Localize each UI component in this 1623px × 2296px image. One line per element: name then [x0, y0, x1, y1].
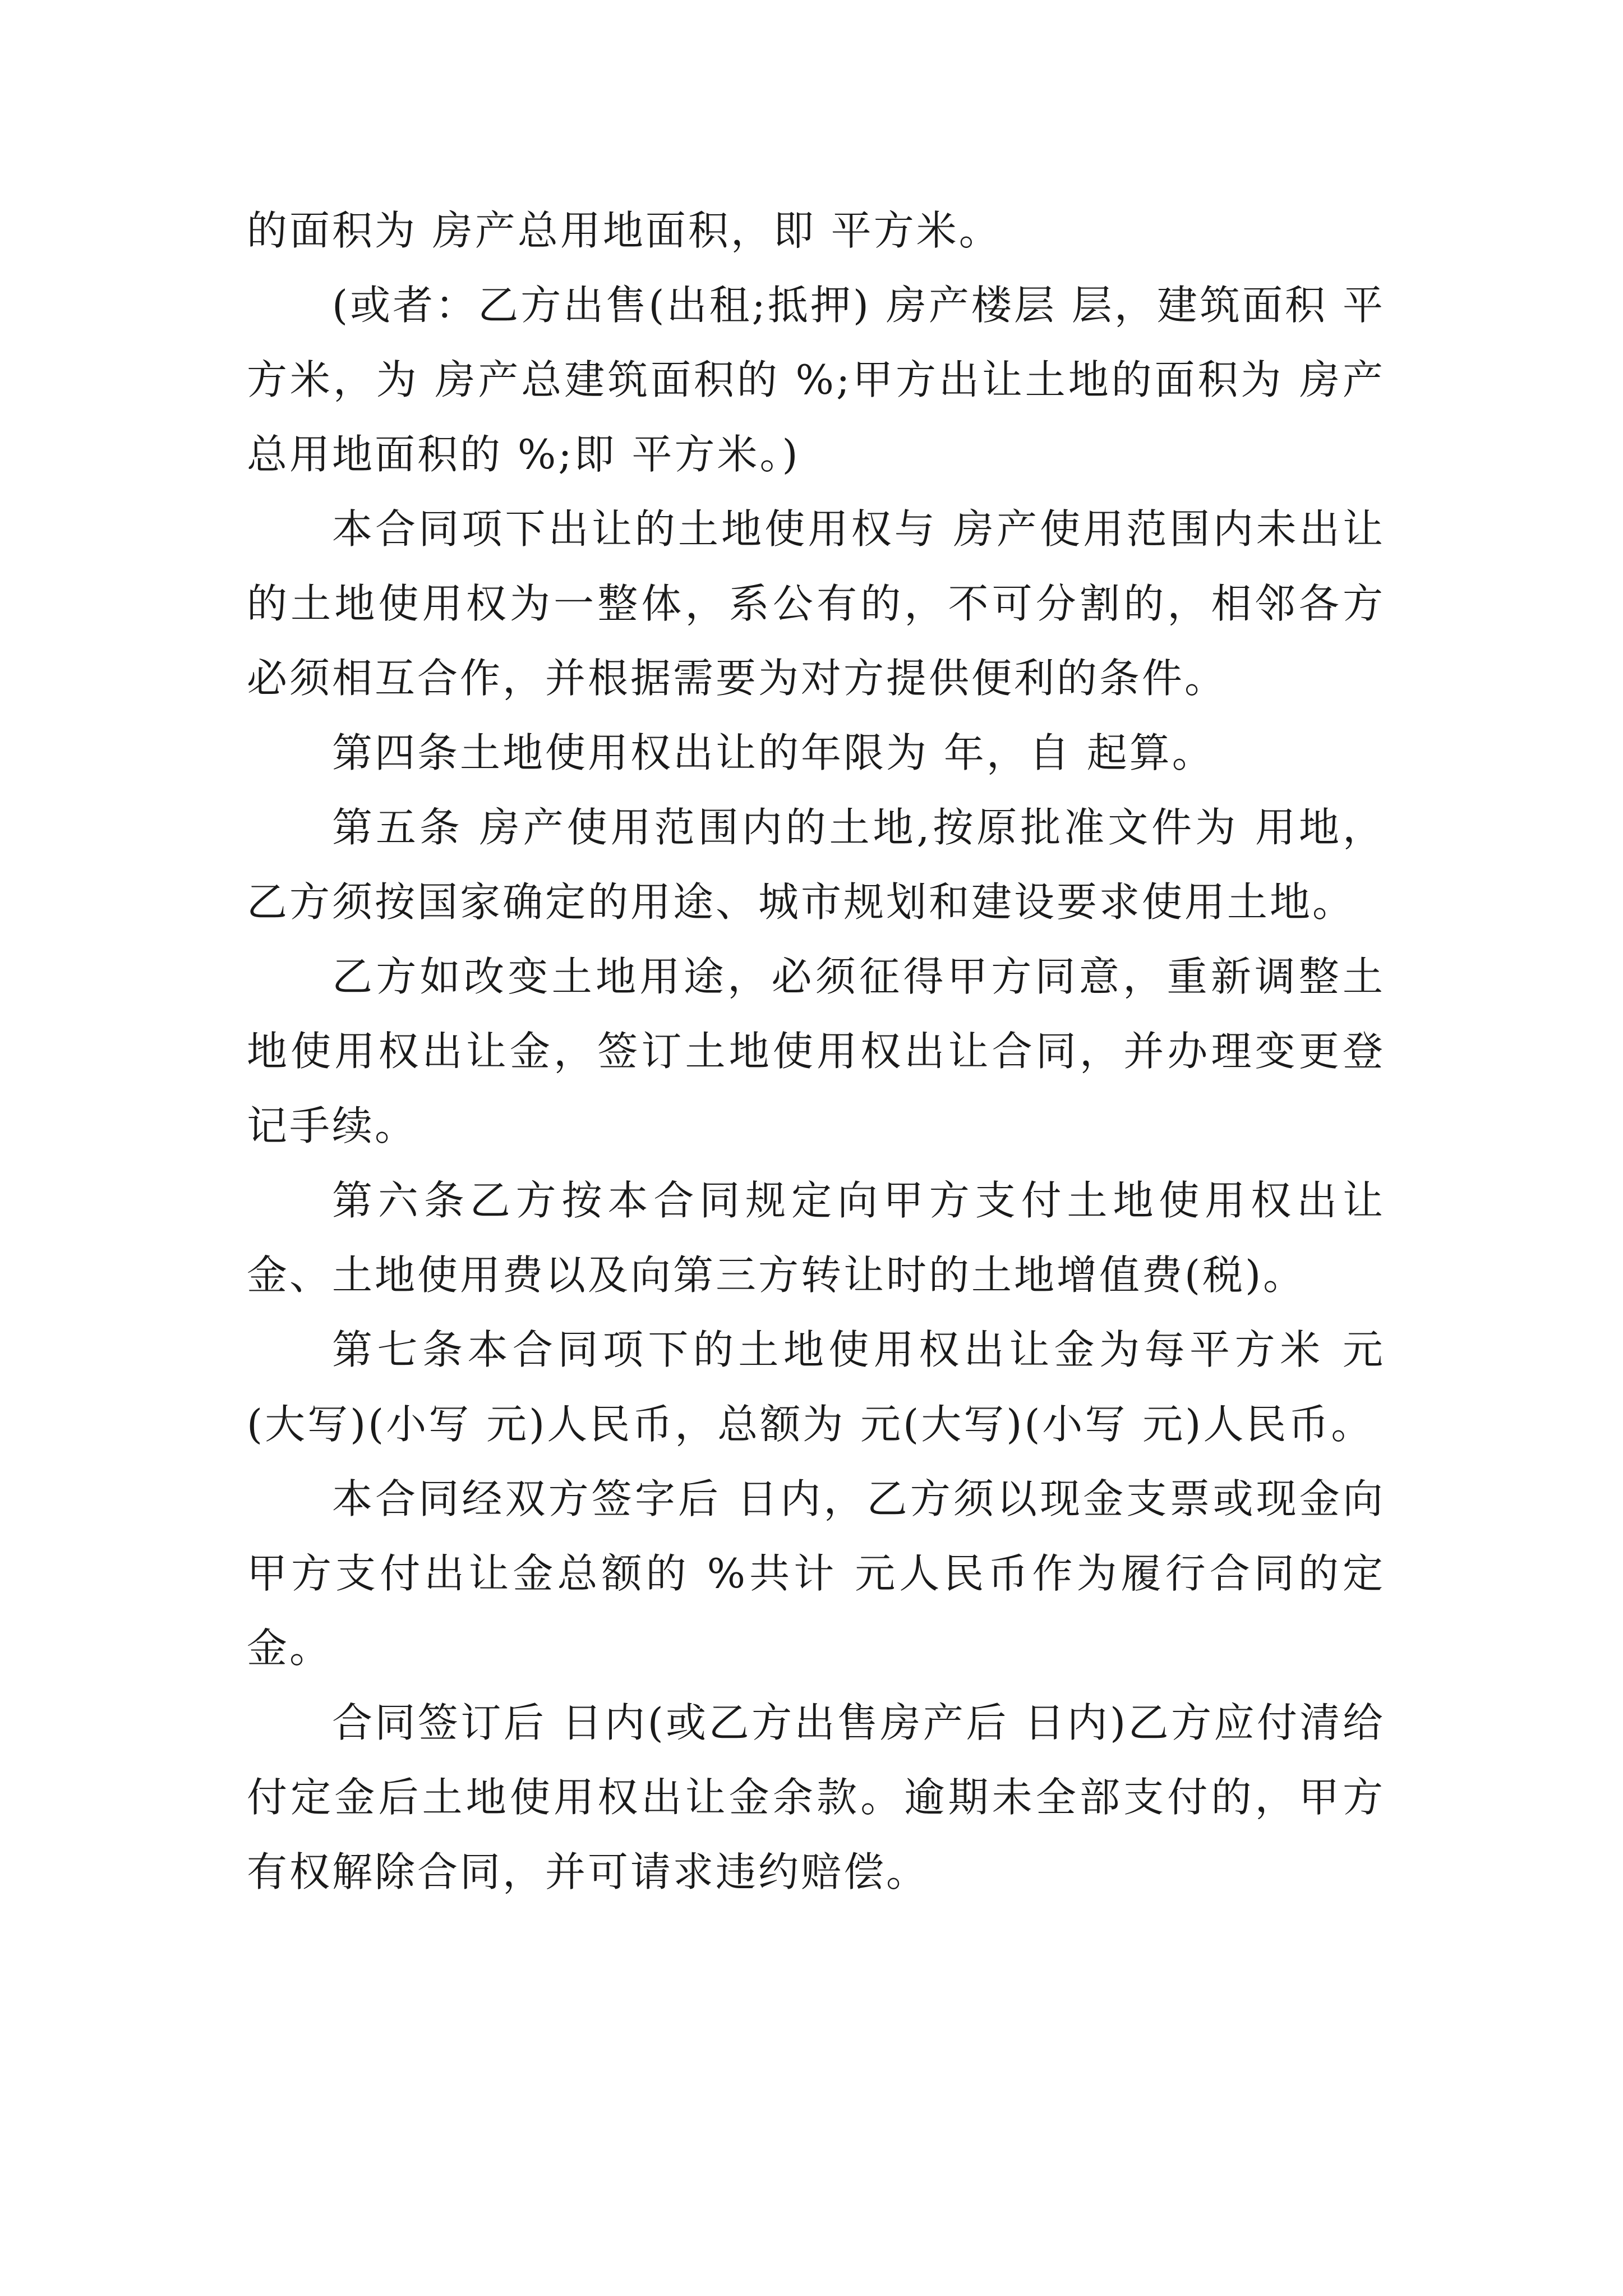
paragraph-1: 的面积为 房产总用地面积，即 平方米。 [247, 207, 1002, 254]
contract-text [247, 194, 1385, 1910]
paragraph-10: 合同签订后 日内(或乙方出售房产后 日内)乙方应付清给付定金后土地使用权出让金余款。逾期未全部支付的，甲方有权解除合同，并可请求违约赔偿。 [247, 1699, 1385, 1895]
paragraph-6: 乙方如改变土地用途，必须征得甲方同意，重新调整土地使用权出让金，签订土地使用权出让合同，并办理变更登记手续。 [247, 953, 1385, 1149]
paragraph-article-7: 第七条本合同项下的土地使用权出让金为每平方米 元(大写)(小写 元)人民币，总额为 元(大写)(小写 元)人民币。 [247, 1326, 1385, 1448]
paragraph-3: 本合同项下出让的土地使用权与 房产使用范围内未出让的土地使用权为一整体，系公有的，不可分割的，相邻各方必须相互合作，并根据需要为对方提供便利的条件。 [247, 505, 1385, 702]
paragraph-article-4: 第四条土地使用权出让的年限为 年，自 起算。 [332, 729, 1215, 776]
paragraph-2: (或者：乙方出售(出租;抵押) 房产楼层 层，建筑面积 平方米，为 房产总建筑面积的 %;甲方出让土地的面积为 房产总用地面积的 %;即 平方米。) [247, 282, 1385, 478]
paragraph-9: 本合同经双方签字后 日内，乙方须以现金支票或现金向甲方支付出让金总额的 %共计 元人民币作为履行合同的定金。 [247, 1475, 1385, 1672]
paragraph-article-6: 第六条乙方按本合同规定向甲方支付土地使用权出让金、土地使用费以及向第三方转让时的土地增值费(税)。 [247, 1177, 1385, 1299]
paragraph-article-5: 第五条 房产使用范围内的土地,按原批准文件为 用地，乙方须按国家确定的用途、城市规划和建设要求使用土地。 [247, 804, 1385, 926]
